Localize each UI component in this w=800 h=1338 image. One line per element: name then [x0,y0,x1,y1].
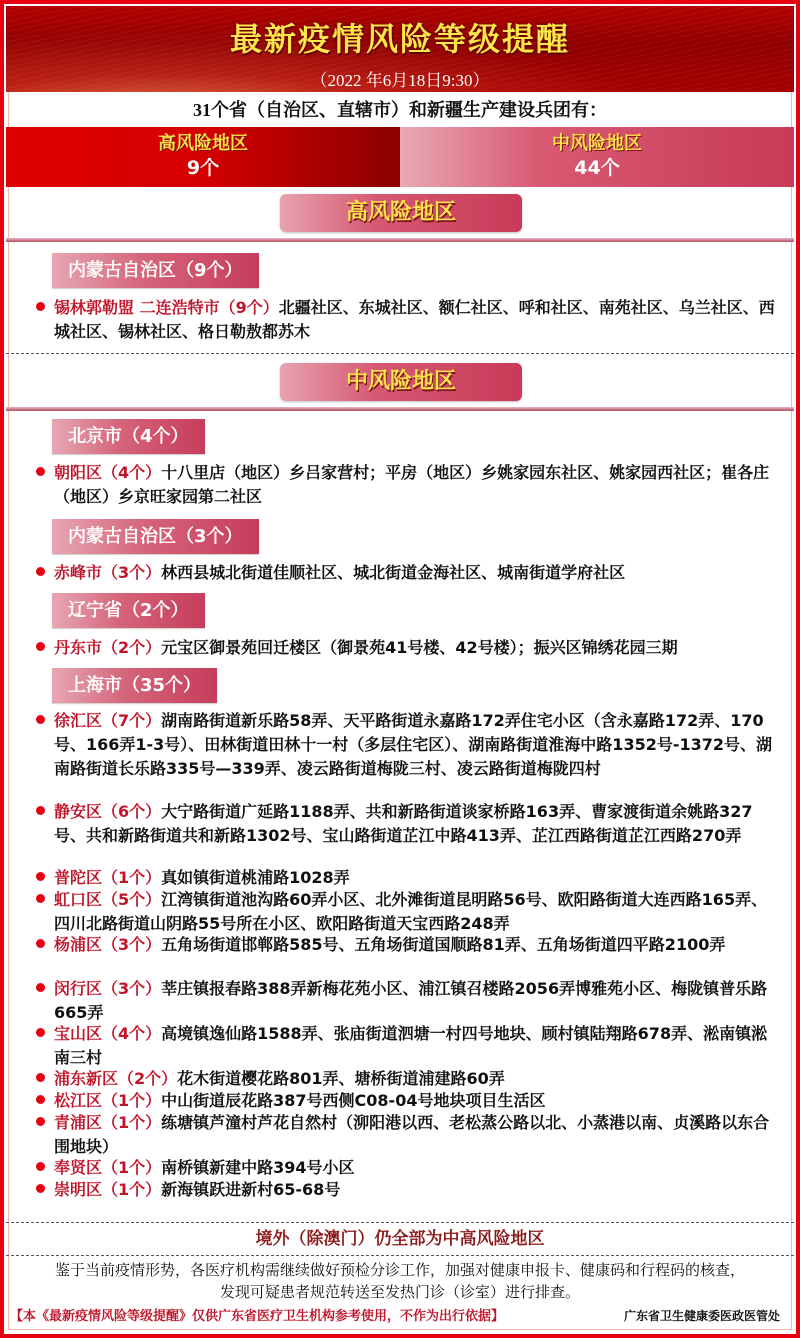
area-locations: 高境镇逸仙路1588弄、张庙街道泗塘一村四号地块、顾村镇陆翔路678弄、淞南镇淞南三村 [54,1024,768,1067]
area-locations: 五角场街道邯郸路585号、五角场街道国顺路81弄、五角场街道四平路2100弄 [161,935,726,954]
dotted-divider [6,1255,794,1256]
list-item [36,461,776,509]
page-title: 最新疫情风险等级提醒 [229,20,570,58]
list-item [36,933,776,957]
area-name: 闵行区（3个） [54,979,162,998]
area-name: 奉贤区（1个） [54,1158,162,1177]
list-item [36,888,776,936]
bullet-icon [36,302,45,311]
area-locations: 湖南路街道新乐路58弄、天平路街道永嘉路172弄住宅小区（含永嘉路172弄、170号、166弄1-3号）、田林街道田林十一村（多层住宅区）、湖南路街道淮海中路1352号-1372号、湖南路街道长乐路335号—339弄、凌云路街道梅陇三村、凌云路街道梅陇四村 [54,711,773,778]
high-risk-count: 9个 [186,157,220,179]
overseas-notice: 境外（除澳门）仍全部为中高风险地区 [255,1229,545,1248]
high-risk-section-title: 高风险地区 [280,194,522,232]
medium-risk-count: 44个 [574,157,620,179]
bullet-icon [36,939,45,948]
issuer: 广东省卫生健康委医政医管处 [623,1309,780,1323]
high-risk-stat [6,127,400,187]
area-locations: 大宁路街道广延路1188弄、共和新路街道谈家桥路163弄、曹家渡街道余姚路327号、共和新路街道共和新路1302号、宝山路街道芷江中路413弄、芷江西路街道芷江西路270弄 [54,802,753,845]
province-tag: 内蒙古自治区（9个） [52,253,259,288]
area-name: 丹东市（2个） [54,638,162,657]
bullet-icon [36,1073,45,1082]
bullet-icon [36,894,45,903]
medium-risk-label: 中风险地区 [552,133,642,154]
list-item [36,866,776,890]
area-locations: 江湾镇街道池沟路60弄小区、北外滩街道昆明路56号、欧阳路街道大连西路165弄、四川北路街道山阴路55号所在小区、欧阳路街道天宝西路248弄 [54,890,768,933]
list-item [36,709,776,781]
summary-line: 31个省（自治区、直辖市）和新疆生产建设兵团有： [193,100,607,120]
area-name: 普陀区（1个） [54,868,162,887]
bullet-icon [36,1117,45,1126]
area-name: 虹口区（5个） [54,890,162,909]
province-tag: 辽宁省（2个） [52,593,205,628]
bullet-icon [36,983,45,992]
guidance-notice [10,1260,790,1304]
area-name: 杨浦区（3个） [54,935,162,954]
timestamp: （2022 年6月18日9:30） [310,71,490,90]
list-item [36,1156,776,1180]
bullet-icon [36,567,45,576]
area-locations: 林西县城北街道佳顺社区、城北街道金海社区、城南街道学府社区 [161,563,626,582]
guidance-line-2: 发现可疑患者规范转送至发热门诊（诊室）进行排查。 [219,1285,580,1301]
area-name: 锡林郭勒盟 二连浩特市（9个） [54,298,279,317]
list-item [36,1178,776,1202]
province-tag: 北京市（4个） [52,419,205,454]
bullet-icon [36,872,45,881]
area-locations: 练塘镇芦潼村芦花自然村（泖阳港以西、老松蒸公路以北、小蒸港以南、贞溪路以东合围地块） [54,1113,770,1156]
area-name: 宝山区（4个） [54,1024,162,1043]
dotted-divider [6,353,794,354]
area-name: 静安区（6个） [54,802,162,821]
list-item [36,296,776,344]
list-item [36,1089,776,1113]
area-name: 浦东新区（2个） [54,1069,178,1088]
area-name: 青浦区（1个） [54,1113,162,1132]
medium-risk-section-title: 中风险地区 [280,363,522,401]
medium-risk-stat [400,127,794,187]
province-tag: 内蒙古自治区（3个） [52,519,259,554]
area-locations: 新海镇跃进新村65-68号 [161,1180,341,1199]
list-item [36,800,776,848]
bullet-icon [36,806,45,815]
area-locations: 莘庄镇报春路388弄新梅花苑小区、浦江镇召楼路2056弄博雅苑小区、梅陇镇普乐路665弄 [54,979,768,1022]
area-locations: 花木街道樱花路801弄、塘桥街道浦建路60弄 [177,1069,505,1088]
bullet-icon [36,1184,45,1193]
header-banner [6,6,794,92]
area-locations: 真如镇街道桃浦路1028弄 [161,868,350,887]
list-item [36,1022,776,1070]
area-name: 朝阳区（4个） [54,463,162,482]
area-name: 赤峰市（3个） [54,563,162,582]
bullet-icon [36,1095,45,1104]
area-name: 崇明区（1个） [54,1180,162,1199]
province-tag: 上海市（35个） [52,668,217,703]
list-item [36,561,776,585]
bullet-icon [36,1162,45,1171]
area-name: 徐汇区（7个） [54,711,162,730]
risk-stats [6,127,794,187]
list-item [36,1067,776,1091]
bullet-icon [36,715,45,724]
area-locations: 北疆社区、东城社区、额仁社区、呼和社区、南苑社区、乌兰社区、西城社区、锡林社区、格日勒敖都苏木 [54,298,775,341]
area-name: 松江区（1个） [54,1091,162,1110]
dotted-divider [6,1222,794,1223]
high-risk-label: 高风险地区 [158,133,248,154]
bullet-icon [36,1028,45,1037]
area-locations: 中山街道辰花路387号西侧C08-04号地块项目生活区 [161,1091,546,1110]
area-locations: 南桥镇新建中路394号小区 [161,1158,355,1177]
disclaimer: 【本《最新疫情风险等级提醒》仅供广东省医疗卫生机构参考使用，不作为出行依据】 [10,1308,505,1323]
section-divider [6,238,794,242]
list-item [36,636,776,660]
guidance-line-1: 鉴于当前疫情形势，各医疗机构需继续做好预检分诊工作，加强对健康申报卡、健康码和行程码的核查， [54,1263,745,1279]
list-item [36,1111,776,1159]
section-divider [6,407,794,411]
list-item [36,977,776,1025]
bullet-icon [36,467,45,476]
area-locations: 元宝区御景苑回迁楼区（御景苑41号楼、42号楼）；振兴区锦绣花园三期 [161,638,678,657]
area-locations: 十八里店（地区）乡吕家营村；平房（地区）乡姚家园东社区、姚家园西社区；崔各庄（地区）乡京旺家园第二社区 [54,463,770,506]
bullet-icon [36,642,45,651]
